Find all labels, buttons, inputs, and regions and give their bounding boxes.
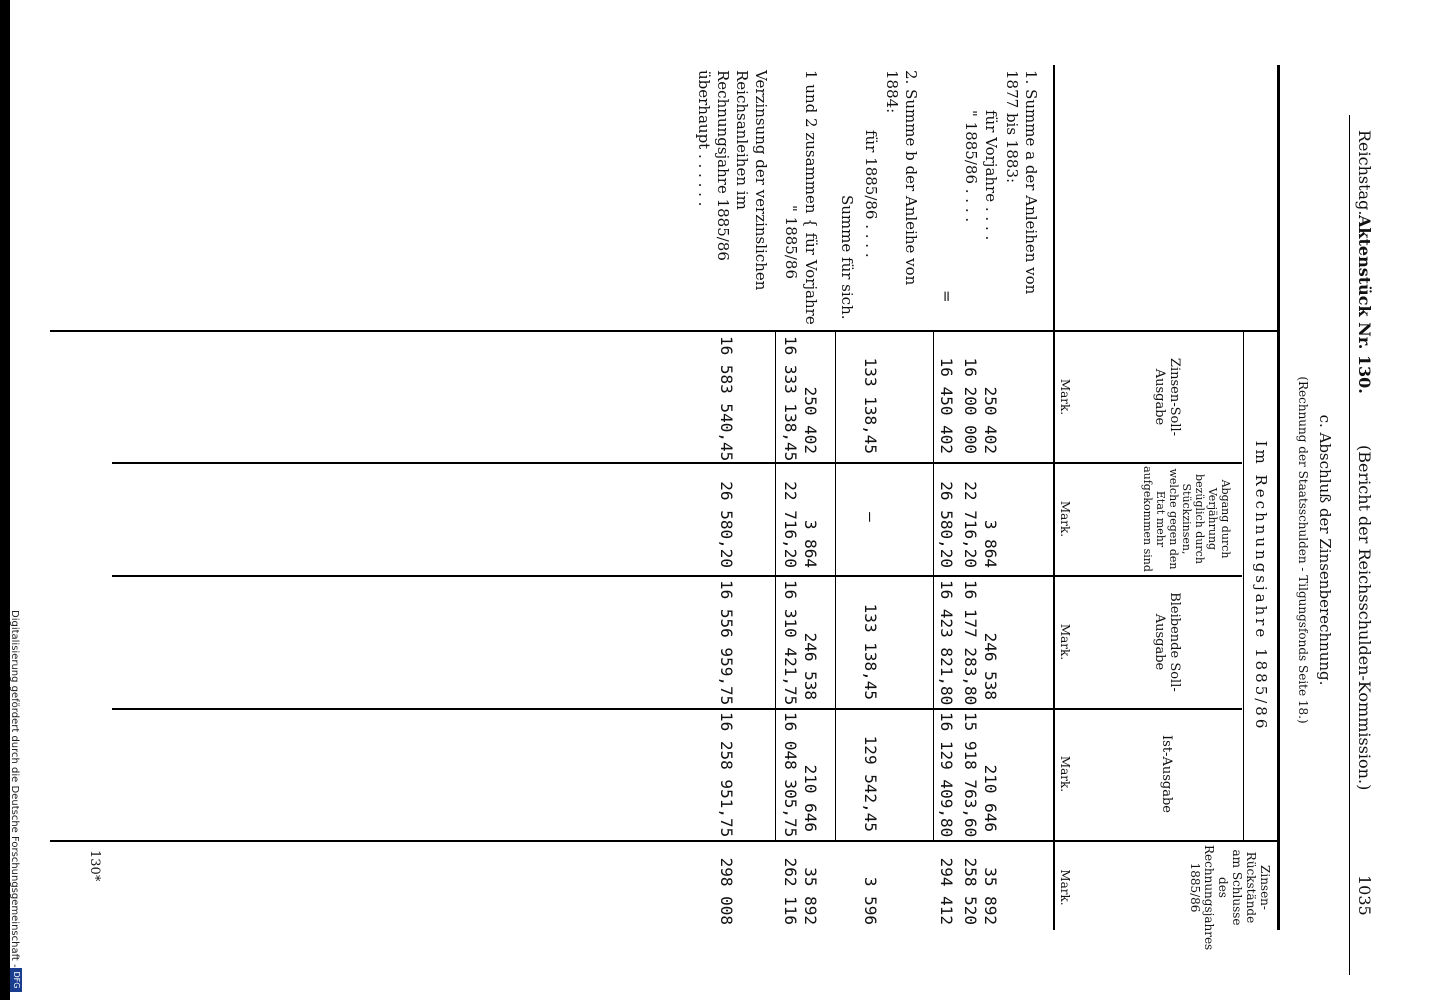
cell-r6-c3: 133 138,45	[861, 603, 880, 700]
page-mark: 130*	[87, 850, 102, 882]
header-left: Reichstag.	[1355, 130, 1374, 216]
col-sep-5	[50, 840, 1280, 842]
row-label-4: =	[938, 290, 956, 303]
cell-r9-c5: 262 116	[781, 857, 800, 925]
cell-r3-c3: 16 177 283,80	[961, 580, 980, 706]
col-unit-5: Mark.	[1058, 869, 1072, 906]
cell-r10-c4: 16 258 951,75	[717, 712, 736, 838]
cell-r2-c2: 3 864	[981, 519, 1000, 568]
cell-r2-c3: 246 538	[981, 632, 1000, 700]
cell-r6-c2: —	[861, 512, 880, 522]
table-top-rule	[1277, 65, 1280, 930]
col-header-5: Zinsen-Rückstände am Schlusse des Rechnungsjahres 1885/86	[1188, 845, 1272, 951]
cell-r10-c3: 16 556 959,75	[717, 580, 736, 706]
col-header-2: Abgang durch Verjährung bezüglich durch Stückzinsen, welche gegen den Etat mehr aufgekommen sind	[1141, 466, 1232, 572]
cell-r2-c5: 35 892	[981, 867, 1000, 925]
row-sep-c	[775, 332, 776, 840]
row-sep-a	[933, 332, 934, 840]
row-label-6: für 1885/86 . . . .	[862, 130, 880, 258]
row-sep-b	[835, 332, 836, 840]
cell-r4-c1: 16 450 402	[937, 357, 956, 454]
col-unit-3: Mark.	[1058, 623, 1072, 661]
cell-r4-c3: 16 423 821,80	[937, 580, 956, 706]
cell-r6-c5: 3 596	[861, 876, 880, 925]
cell-r8-c2: 3 864	[801, 519, 820, 568]
page-number: 1035	[1355, 875, 1374, 916]
row-label-7: Summe für sich.	[838, 195, 856, 320]
col-sep-3	[112, 575, 1242, 577]
row-label-9: " 1885/86	[782, 205, 800, 279]
cell-r3-c5: 258 520	[961, 857, 980, 925]
cell-r9-c4: 16 048 305,75	[781, 712, 800, 838]
col-header-4: Ist-Ausgabe	[1159, 735, 1174, 813]
cell-r4-c2: 26 580,20	[937, 481, 956, 568]
row-label-3: " 1885/86 . . . .	[962, 110, 980, 223]
row-label-1: 1. Summe a der Anleihen von 1877 bis 1883:	[1003, 70, 1040, 295]
group-header-rule	[1243, 332, 1244, 840]
dfg-logo: DFG	[10, 968, 22, 992]
col-header-3: Bleibende Soll-Ausgabe	[1152, 592, 1182, 692]
col-header-1: Zinsen-Soll-Ausgabe	[1152, 357, 1182, 437]
cell-r10-c2: 26 580,20	[717, 481, 736, 568]
col-sep-2	[112, 462, 1242, 464]
header-subtitle: (Bericht der Reichsschulden-Kommission.)	[1355, 445, 1374, 791]
cell-r3-c2: 22 716,20	[961, 481, 980, 568]
cell-r8-c1: 250 402	[801, 386, 820, 454]
cell-r9-c3: 16 310 421,75	[781, 580, 800, 706]
cell-r10-c1: 16 583 540,45	[717, 336, 736, 462]
cell-r3-c1: 16 200 000	[961, 357, 980, 454]
section-note: (Rechnung der Staatsschulden - Tilgungsfonds Seite 18.)	[1296, 376, 1310, 724]
cell-r3-c4: 15 918 763,60	[961, 712, 980, 838]
row-label-10: Verzinsung der verzinslichen Reichsanleihen im Rechnungsjahre 1885/86 überhaupt . . . . . .	[695, 70, 770, 291]
cell-r2-c4: 210 646	[981, 764, 1000, 832]
cell-r9-c2: 22 716,20	[781, 481, 800, 568]
cell-r8-c5: 35 892	[801, 867, 820, 925]
cell-r9-c1: 16 333 138,45	[781, 336, 800, 462]
col-sep-1	[50, 330, 1280, 332]
section-title: c. Abschluß der Zinsenberechnung.	[1316, 414, 1334, 686]
col-unit-2: Mark.	[1058, 500, 1072, 538]
header-title: Aktenstück Nr. 130.	[1355, 215, 1374, 394]
header-rule	[1349, 115, 1350, 975]
col-unit-1: Mark.	[1058, 378, 1072, 416]
row-label-8: 1 und 2 zusammen { für Vorjahre	[802, 70, 820, 325]
cell-r10-c5: 298 008	[717, 857, 736, 925]
cell-r8-c3: 246 538	[801, 632, 820, 700]
cell-r6-c1: 133 138,45	[861, 357, 880, 454]
row-label-2: für Vorjahre . . . .	[982, 110, 1000, 241]
cell-r6-c4: 129 542,45	[861, 735, 880, 832]
col-unit-4: Mark.	[1058, 755, 1072, 793]
cell-r4-c5: 294 412	[937, 857, 956, 925]
cell-r4-c4: 16 129 409,80	[937, 712, 956, 838]
table-header-rule	[1053, 65, 1055, 930]
cell-r2-c1: 250 402	[981, 386, 1000, 454]
digitization-note: Digitalisierung gefördert durch die Deutsche Forschungsgemeinschaft -	[9, 610, 20, 968]
cell-r8-c4: 210 646	[801, 764, 820, 832]
row-label-5: 2. Summe b der Anleihe von 1884:	[883, 70, 920, 286]
group-header: Im Rechnungsjahre 1885/86	[1252, 440, 1270, 732]
col-sep-4	[112, 708, 1242, 710]
